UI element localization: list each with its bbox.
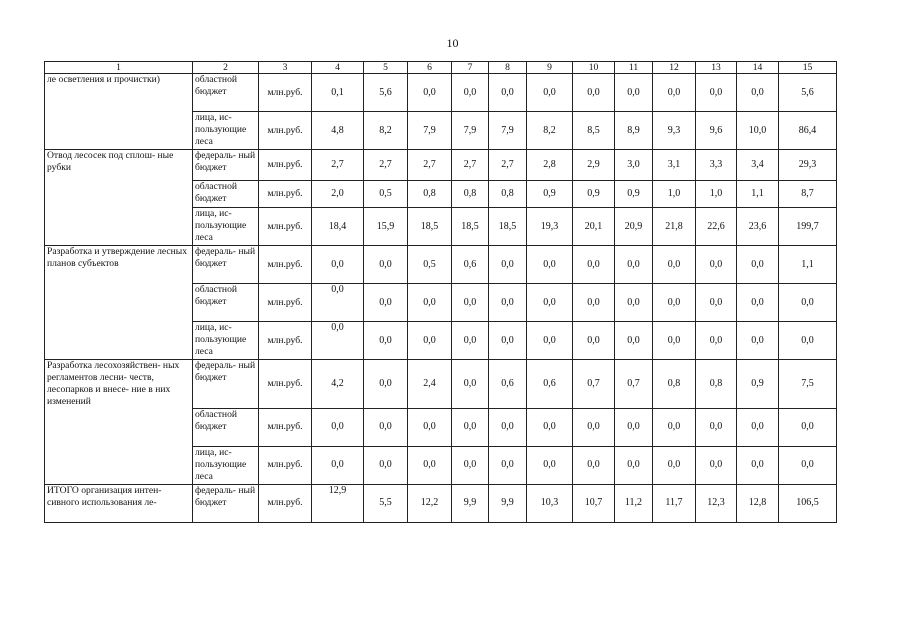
value-cell: 0,0 xyxy=(573,246,615,284)
value-cell: 0,0 xyxy=(489,446,527,484)
column-number-header: 4 xyxy=(312,62,364,74)
value-cell: 0,0 xyxy=(573,446,615,484)
value-cell: 0,0 xyxy=(653,446,696,484)
table-row xyxy=(45,181,837,208)
unit-cell: млн.руб. xyxy=(259,150,312,181)
value-cell: 3,0 xyxy=(615,150,653,181)
value-cell: 0,0 xyxy=(737,246,779,284)
value-cell: 0,0 xyxy=(527,408,573,446)
value-cell: 2,4 xyxy=(408,360,452,409)
value-cell: 0,0 xyxy=(737,408,779,446)
value-cell: 8,5 xyxy=(573,112,615,150)
value-cell: 2,7 xyxy=(452,150,489,181)
value-cell: 0,0 xyxy=(452,360,489,409)
table-row xyxy=(45,246,837,284)
value-cell: 7,9 xyxy=(452,112,489,150)
value-cell: 0,0 xyxy=(696,246,737,284)
value-cell: 9,9 xyxy=(489,484,527,522)
funding-source-cell: лица, ис- пользующие леса xyxy=(193,112,259,150)
unit-cell: млн.руб. xyxy=(259,181,312,208)
value-cell: 12,8 xyxy=(737,484,779,522)
value-cell: 18,5 xyxy=(408,208,452,246)
value-cell: 0,0 xyxy=(573,74,615,112)
value-cell: 0,0 xyxy=(408,284,452,322)
value-cell: 10,7 xyxy=(573,484,615,522)
column-number-header: 8 xyxy=(489,62,527,74)
value-cell: 12,3 xyxy=(696,484,737,522)
value-cell: 0,9 xyxy=(573,181,615,208)
funding-source-cell: федераль- ный бюджет xyxy=(193,360,259,409)
value-cell: 0,0 xyxy=(615,74,653,112)
table-row xyxy=(45,408,837,446)
value-cell: 0,0 xyxy=(696,446,737,484)
value-cell: 10,0 xyxy=(737,112,779,150)
activity-name-cell: Разработка и утверждение лесных планов субъектов xyxy=(45,246,193,284)
value-cell: 0,0 xyxy=(312,284,364,322)
column-number-header: 6 xyxy=(408,62,452,74)
value-cell: 0,8 xyxy=(653,360,696,409)
value-cell: 8,9 xyxy=(615,112,653,150)
activity-cell-continued xyxy=(45,322,193,360)
table-row xyxy=(45,484,837,522)
value-cell: 1,0 xyxy=(696,181,737,208)
total-value-cell: 0,0 xyxy=(779,408,837,446)
value-cell: 0,0 xyxy=(653,74,696,112)
total-value-cell: 0,0 xyxy=(779,322,837,360)
value-cell: 0,0 xyxy=(312,322,364,360)
value-cell: 0,0 xyxy=(452,446,489,484)
value-cell: 0,0 xyxy=(653,284,696,322)
header-row xyxy=(45,62,837,74)
value-cell: 9,9 xyxy=(452,484,489,522)
table-row xyxy=(45,150,837,181)
value-cell: 0,0 xyxy=(527,284,573,322)
funding-source-cell: лица, ис- пользующие леса xyxy=(193,322,259,360)
value-cell: 0,7 xyxy=(573,360,615,409)
activity-cell-continued xyxy=(45,284,193,322)
value-cell: 0,5 xyxy=(364,181,408,208)
value-cell: 0,8 xyxy=(452,181,489,208)
value-cell: 0,0 xyxy=(364,284,408,322)
funding-source-cell: федераль- ный бюджет xyxy=(193,484,259,522)
value-cell: 21,8 xyxy=(653,208,696,246)
column-number-header: 13 xyxy=(696,62,737,74)
activity-cell-continued xyxy=(45,181,193,208)
column-number-header: 1 xyxy=(45,62,193,74)
total-value-cell: 7,5 xyxy=(779,360,837,409)
value-cell: 0,0 xyxy=(615,246,653,284)
activity-cell-continued xyxy=(45,408,193,446)
value-cell: 0,0 xyxy=(615,322,653,360)
value-cell: 0,0 xyxy=(615,284,653,322)
activity-name-cell: ле осветления и прочистки) xyxy=(45,74,193,112)
value-cell: 15,9 xyxy=(364,208,408,246)
value-cell: 0,0 xyxy=(573,284,615,322)
value-cell: 1,0 xyxy=(653,181,696,208)
funding-source-cell: областной бюджет xyxy=(193,74,259,112)
value-cell: 0,0 xyxy=(408,322,452,360)
column-number-header: 12 xyxy=(653,62,696,74)
total-value-cell: 86,4 xyxy=(779,112,837,150)
column-number-header: 2 xyxy=(193,62,259,74)
value-cell: 0,0 xyxy=(452,408,489,446)
column-number-header: 7 xyxy=(452,62,489,74)
column-number-header: 15 xyxy=(779,62,837,74)
value-cell: 0,9 xyxy=(737,360,779,409)
activity-cell-continued xyxy=(45,208,193,246)
value-cell: 7,9 xyxy=(408,112,452,150)
value-cell: 0,8 xyxy=(696,360,737,409)
value-cell: 9,6 xyxy=(696,112,737,150)
value-cell: 0,0 xyxy=(452,322,489,360)
total-value-cell: 8,7 xyxy=(779,181,837,208)
column-number-header: 10 xyxy=(573,62,615,74)
value-cell: 12,2 xyxy=(408,484,452,522)
value-cell: 2,7 xyxy=(312,150,364,181)
value-cell: 11,2 xyxy=(615,484,653,522)
value-cell: 0,6 xyxy=(527,360,573,409)
table-row xyxy=(45,112,837,150)
value-cell: 0,0 xyxy=(364,246,408,284)
funding-source-cell: лица, ис- пользующие леса xyxy=(193,446,259,484)
value-cell: 22,6 xyxy=(696,208,737,246)
value-cell: 23,6 xyxy=(737,208,779,246)
value-cell: 0,0 xyxy=(312,246,364,284)
value-cell: 0,0 xyxy=(573,408,615,446)
table-body xyxy=(45,62,837,523)
value-cell: 0,0 xyxy=(408,446,452,484)
unit-cell: млн.руб. xyxy=(259,284,312,322)
value-cell: 0,0 xyxy=(408,74,452,112)
value-cell: 18,4 xyxy=(312,208,364,246)
value-cell: 0,0 xyxy=(527,74,573,112)
activity-name-cell: Разработка лесохозяйствен- ных регламентов лесни- честв, лесопарков и внесе- ние в них изменений xyxy=(45,360,193,409)
column-number-header: 9 xyxy=(527,62,573,74)
value-cell: 2,9 xyxy=(573,150,615,181)
value-cell: 0,0 xyxy=(489,284,527,322)
value-cell: 3,4 xyxy=(737,150,779,181)
column-number-header: 14 xyxy=(737,62,779,74)
total-value-cell: 106,5 xyxy=(779,484,837,522)
value-cell: 0,0 xyxy=(653,322,696,360)
funding-source-cell: лица, ис- пользующие леса xyxy=(193,208,259,246)
value-cell: 0,5 xyxy=(408,246,452,284)
value-cell: 2,7 xyxy=(489,150,527,181)
unit-cell: млн.руб. xyxy=(259,74,312,112)
value-cell: 0,0 xyxy=(312,446,364,484)
value-cell: 0,0 xyxy=(527,446,573,484)
value-cell: 3,1 xyxy=(653,150,696,181)
value-cell: 0,0 xyxy=(364,360,408,409)
page-number: 10 xyxy=(446,36,459,50)
value-cell: 0,0 xyxy=(452,284,489,322)
value-cell: 0,8 xyxy=(489,181,527,208)
unit-cell: млн.руб. xyxy=(259,322,312,360)
value-cell: 0,9 xyxy=(527,181,573,208)
value-cell: 0,0 xyxy=(364,322,408,360)
table-row xyxy=(45,74,837,112)
value-cell: 0,0 xyxy=(615,446,653,484)
table-row xyxy=(45,284,837,322)
total-value-cell: 199,7 xyxy=(779,208,837,246)
value-cell: 0,0 xyxy=(737,322,779,360)
funding-source-cell: федераль- ный бюджет xyxy=(193,246,259,284)
unit-cell: млн.руб. xyxy=(259,112,312,150)
value-cell: 0,0 xyxy=(364,446,408,484)
table-row xyxy=(45,446,837,484)
unit-cell: млн.руб. xyxy=(259,446,312,484)
value-cell: 0,0 xyxy=(615,408,653,446)
total-value-cell: 5,6 xyxy=(779,74,837,112)
value-cell: 20,1 xyxy=(573,208,615,246)
value-cell: 7,9 xyxy=(489,112,527,150)
value-cell: 20,9 xyxy=(615,208,653,246)
value-cell: 18,5 xyxy=(489,208,527,246)
value-cell: 0,0 xyxy=(489,408,527,446)
activity-cell-continued xyxy=(45,446,193,484)
value-cell: 0,0 xyxy=(489,322,527,360)
total-value-cell: 0,0 xyxy=(779,446,837,484)
value-cell: 0,0 xyxy=(527,322,573,360)
value-cell: 0,0 xyxy=(364,408,408,446)
value-cell: 0,7 xyxy=(615,360,653,409)
value-cell: 11,7 xyxy=(653,484,696,522)
value-cell: 0,0 xyxy=(408,408,452,446)
value-cell: 5,5 xyxy=(364,484,408,522)
value-cell: 4,2 xyxy=(312,360,364,409)
value-cell: 18,5 xyxy=(452,208,489,246)
value-cell: 0,0 xyxy=(737,74,779,112)
value-cell: 0,1 xyxy=(312,74,364,112)
budget-table xyxy=(44,61,837,523)
unit-cell: млн.руб. xyxy=(259,408,312,446)
value-cell: 2,7 xyxy=(408,150,452,181)
value-cell: 12,9 xyxy=(312,484,364,522)
value-cell: 8,2 xyxy=(527,112,573,150)
value-cell: 8,2 xyxy=(364,112,408,150)
value-cell: 0,0 xyxy=(489,246,527,284)
value-cell: 2,7 xyxy=(364,150,408,181)
table-row xyxy=(45,360,837,409)
value-cell: 0,0 xyxy=(696,74,737,112)
unit-cell: млн.руб. xyxy=(259,208,312,246)
value-cell: 3,3 xyxy=(696,150,737,181)
value-cell: 0,0 xyxy=(696,408,737,446)
funding-source-cell: областной бюджет xyxy=(193,284,259,322)
value-cell: 0,0 xyxy=(737,284,779,322)
value-cell: 0,0 xyxy=(653,408,696,446)
value-cell: 0,0 xyxy=(452,74,489,112)
value-cell: 0,0 xyxy=(737,446,779,484)
value-cell: 1,1 xyxy=(737,181,779,208)
value-cell: 0,0 xyxy=(489,74,527,112)
value-cell: 0,6 xyxy=(489,360,527,409)
value-cell: 2,8 xyxy=(527,150,573,181)
value-cell: 0,9 xyxy=(615,181,653,208)
total-value-cell: 0,0 xyxy=(779,284,837,322)
unit-cell: млн.руб. xyxy=(259,246,312,284)
value-cell: 0,8 xyxy=(408,181,452,208)
funding-source-cell: областной бюджет xyxy=(193,408,259,446)
column-number-header: 11 xyxy=(615,62,653,74)
column-number-header: 3 xyxy=(259,62,312,74)
value-cell: 0,0 xyxy=(312,408,364,446)
unit-cell: млн.руб. xyxy=(259,484,312,522)
funding-source-cell: федераль- ный бюджет xyxy=(193,150,259,181)
value-cell: 5,6 xyxy=(364,74,408,112)
funding-source-cell: областной бюджет xyxy=(193,181,259,208)
table-row xyxy=(45,208,837,246)
value-cell: 2,0 xyxy=(312,181,364,208)
value-cell: 0,0 xyxy=(696,284,737,322)
total-value-cell: 29,3 xyxy=(779,150,837,181)
activity-name-cell: ИТОГО организация интен- сивного использования ле- xyxy=(45,484,193,522)
total-value-cell: 1,1 xyxy=(779,246,837,284)
value-cell: 10,3 xyxy=(527,484,573,522)
value-cell: 0,0 xyxy=(527,246,573,284)
value-cell: 9,3 xyxy=(653,112,696,150)
value-cell: 0,0 xyxy=(573,322,615,360)
value-cell: 4,8 xyxy=(312,112,364,150)
column-number-header: 5 xyxy=(364,62,408,74)
value-cell: 0,6 xyxy=(452,246,489,284)
activity-name-cell: Отвод лесосек под сплош- ные рубки xyxy=(45,150,193,181)
value-cell: 19,3 xyxy=(527,208,573,246)
value-cell: 0,0 xyxy=(696,322,737,360)
table-row xyxy=(45,322,837,360)
unit-cell: млн.руб. xyxy=(259,360,312,409)
value-cell: 0,0 xyxy=(653,246,696,284)
activity-cell-continued xyxy=(45,112,193,150)
